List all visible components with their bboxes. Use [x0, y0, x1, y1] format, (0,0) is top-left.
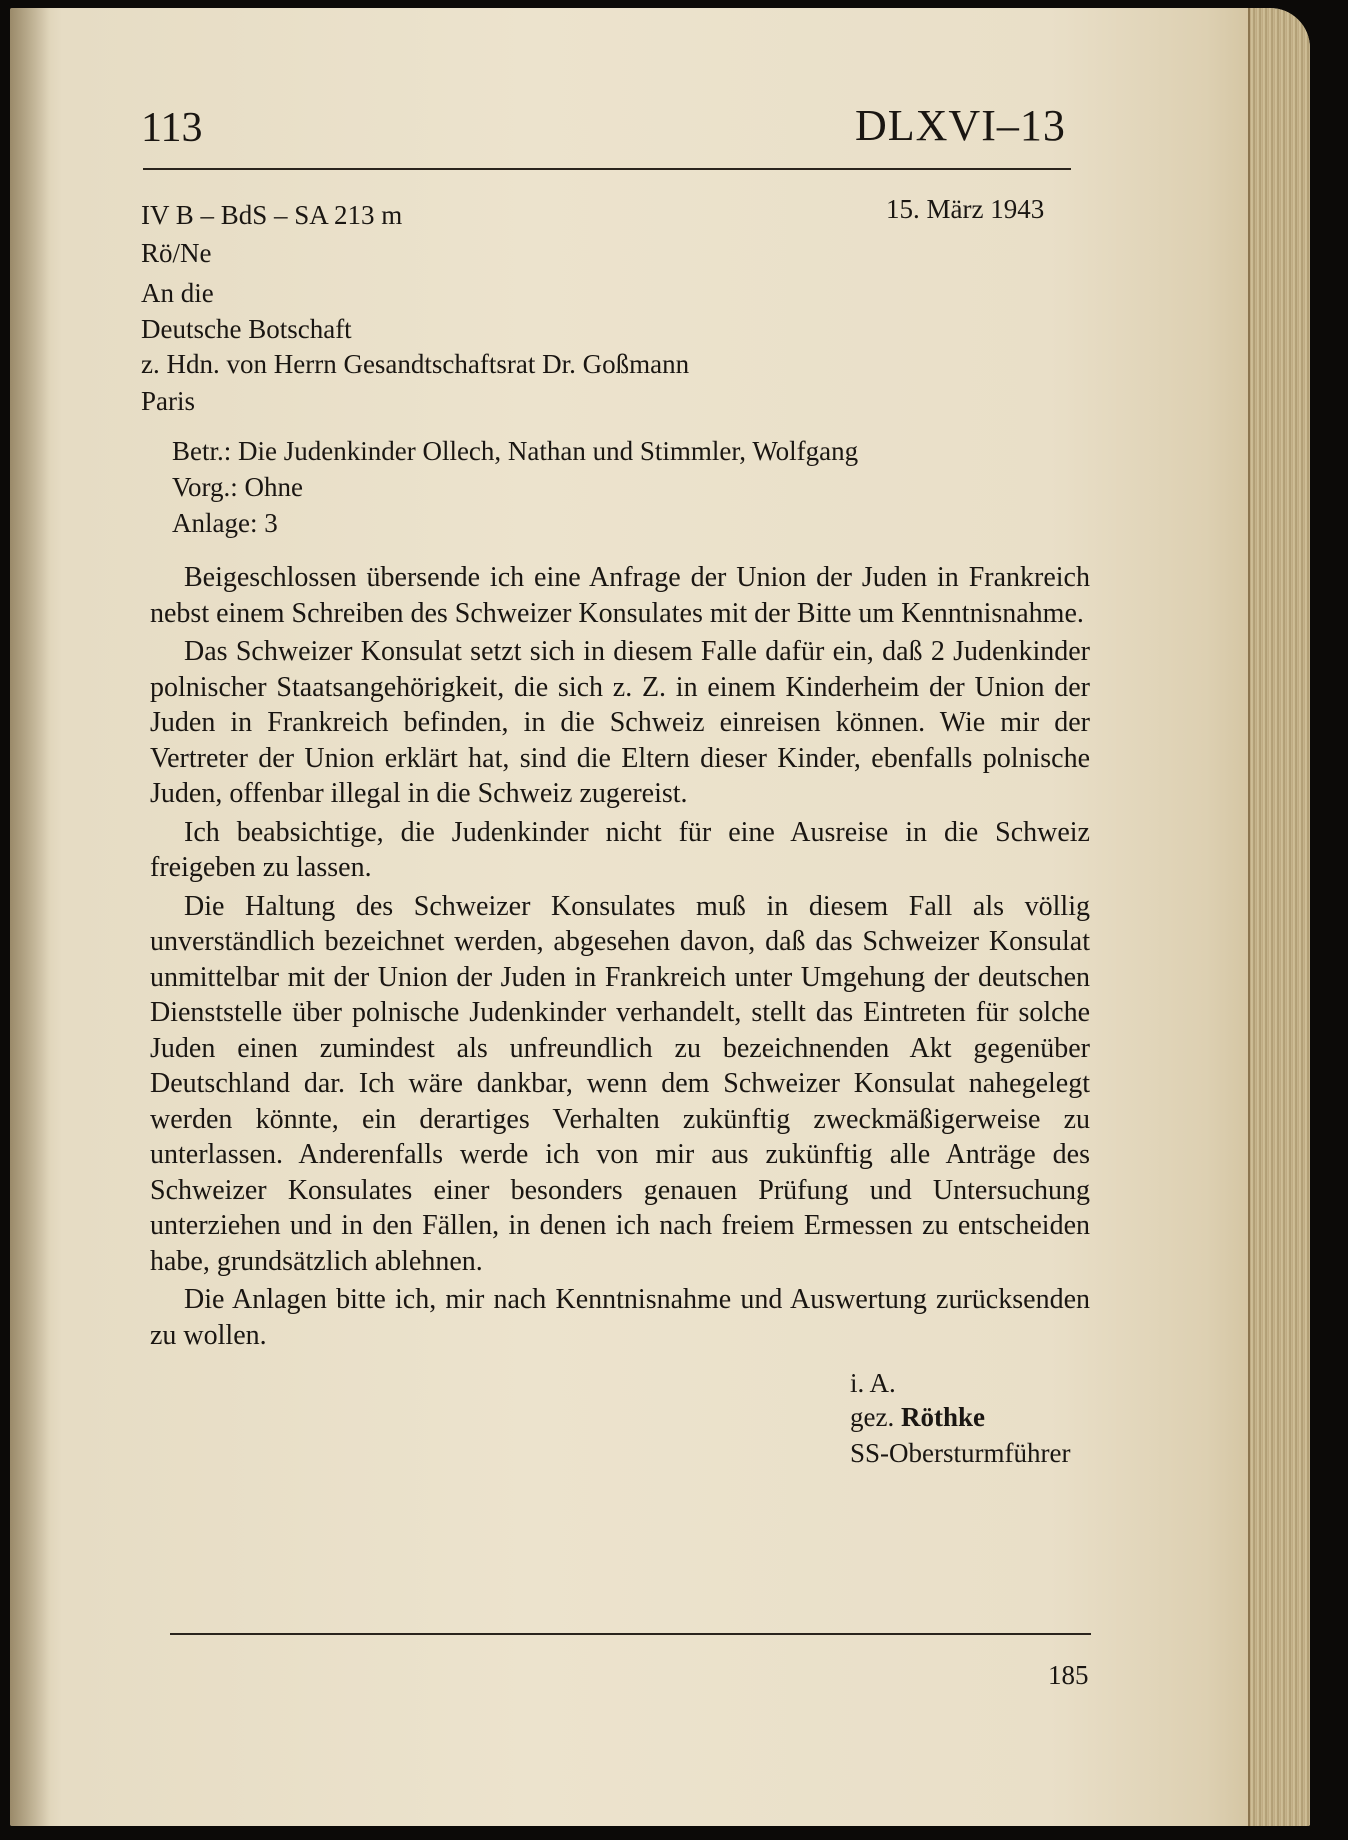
page-edges — [1248, 8, 1310, 1826]
letter-date: 15. März 1943 — [886, 194, 1045, 224]
address-line: Deutsche Botschaft — [141, 314, 352, 344]
header-rule — [143, 168, 1071, 170]
body-paragraph: Die Anlagen bitte ich, mir nach Kenntnisnahme und Auswertung zurücksenden zu wollen. — [150, 1284, 1090, 1351]
footer-rule — [170, 1633, 1091, 1635]
letter-body — [150, 560, 1090, 1353]
body-paragraph: Das Schweizer Konsulat setzt sich in diesem Falle dafür ein, daß 2 Judenkinder polnischer Staatsangehörigkeit, die sich z. Z. in einem Kinderheim der Union der Juden in Frankreich befinden, in die Schweiz einreisen können. Wie mir der Vertreter der Union erklärt hat, sind die Eltern dieser Kinder, ebenfalls polnische Juden, offenbar illegal in die Schweiz zugereist. — [150, 636, 1090, 809]
enclosure-line: Anlage: 3 — [172, 508, 278, 538]
address-line: z. Hdn. von Herrn Gesandtschaftsrat Dr. Goßmann — [141, 349, 690, 379]
body-paragraph: Die Haltung des Schweizer Konsulates muß in diesem Fall als völlig unverständlich bezeichnet werden, abgesehen davon, daß das Schweizer Konsulat unmittelbar mit der Union der Juden in Frankreich unter Umgehung der deutschen Dienststelle über polnische Judenkinder verhandelt, stellt das Eintreten für solche Juden einen zumindest als unfreundlich zu bezeichnenden Akt gegenüber Deutschland dar. Ich wäre dankbar, wenn dem Schweizer Konsulat nahegelegt werden könnte, ein derartiges Verhalten zukünftig zweckmäßigerweise zu unterlassen. Anderenfalls werde ich von mir aus zukünftig alle Anträge des Schweizer Konsulates einer besonders genauen Prüfung und Untersuchung unterziehen und in den Fällen, in denen ich nach freiem Ermessen zu entscheiden habe, grundsätzlich ablehnen. — [150, 890, 1090, 1277]
subject-line: Betr.: Die Judenkinder Ollech, Nathan und Stimmler, Wolfgang — [172, 436, 859, 466]
reference-line: Vorg.: Ohne — [172, 472, 304, 502]
signature-gez: gez. — [850, 1402, 895, 1432]
body-paragraph: Ich beabsichtige, die Judenkinder nicht für eine Ausreise in die Schweiz freigeben zu lassen. — [150, 816, 1090, 883]
document-number: 113 — [141, 105, 203, 151]
signatory-rank: SS-Obersturmführer — [850, 1438, 1071, 1468]
book-page — [10, 8, 1310, 1826]
gutter-shadow — [10, 8, 50, 1826]
address-line: An die — [141, 278, 214, 308]
signature-ia: i. A. — [850, 1368, 896, 1398]
document-code: DLXVI–13 — [855, 101, 1066, 150]
page-number: 185 — [1048, 1660, 1089, 1690]
signature-line — [850, 1402, 985, 1433]
body-paragraph: Beigeschlossen übersende ich eine Anfrage der Union der Juden in Frankreich nebst einem Schreiben des Schweizer Konsulates mit der Bitte um Kenntnisnahme. — [150, 562, 1090, 629]
address-line: Paris — [141, 386, 195, 416]
initials: Rö/Ne — [141, 238, 212, 268]
signatory-name: Röthke — [900, 1402, 985, 1432]
file-reference: IV B – BdS – SA 213 m — [141, 200, 403, 230]
